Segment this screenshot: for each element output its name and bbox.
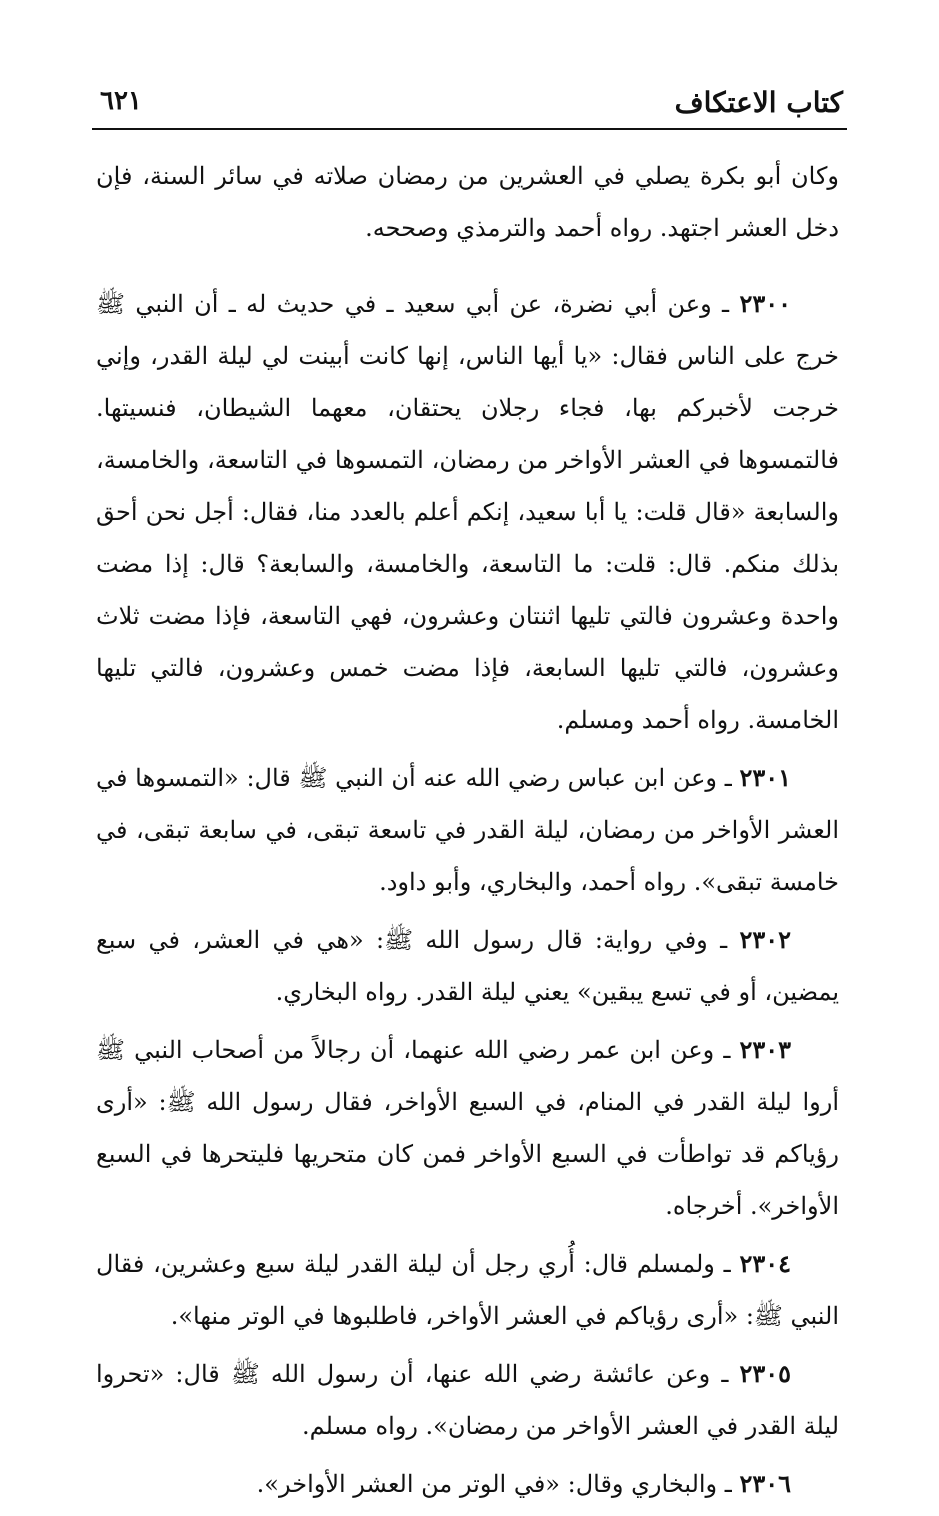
hadith-2301	[96, 752, 839, 908]
hadith-text: ـ وفي رواية: قال رسول الله ﷺ: «هي في العشر، في سبع يمضين، أو في تسع يبقين» يعني ليلة القدر. رواه البخاري.	[96, 926, 839, 1006]
hadith-2302	[96, 914, 839, 1018]
hadith-text: ـ وعن ابن عمر رضي الله عنهما، أن رجالاً من أصحاب النبي ﷺ أروا ليلة القدر في المنام، في السبع الأواخر، فقال رسول الله ﷺ: «أرى رؤياكم قد تواطأت في السبع الأواخر فمن كان متحريها فليتحرها في السبع الأواخر». أخرجاه.	[96, 1036, 839, 1220]
hadith-text: ـ وعن عائشة رضي الله عنها، أن رسول الله ﷺ قال: «تحروا ليلة القدر في العشر الأواخر من رمضان». رواه مسلم.	[96, 1360, 839, 1440]
hadith-2304	[96, 1238, 839, 1342]
hadith-text: ـ وعن ابن عباس رضي الله عنه أن النبي ﷺ قال: «التمسوها في العشر الأواخر من رمضان، ليلة القدر في تاسعة تبقى، في سابعة تبقى، في خامسة تبقى». رواه أحمد، والبخاري، وأبو داود.	[96, 764, 839, 896]
paragraph-text: وكان أبو بكرة يصلي في العشرين من رمضان صلاته في سائر السنة، فإن دخل العشر اجتهد. رواه أحمد والترمذي وصححه.	[96, 162, 839, 242]
hadith-number: ٢٣٠٦	[739, 1469, 791, 1498]
page-body	[96, 150, 839, 1516]
hadith-2300	[96, 278, 839, 746]
hadith-text: ـ وعن أبي نضرة، عن أبي سعيد ـ في حديث له ـ أن النبي ﷺ خرج على الناس فقال: «يا أيها الناس، إنها كانت أبينت لي ليلة القدر، وإني خرجت لأخبركم بها، فجاء رجلان يحتقان، معهما الشيطان، فنسيتها. فالتمسوها في العشر الأواخر من رمضان، التمسوها في التاسعة، والخامسة، والسابعة «قال قلت: يا أبا سعيد، إنكم أعلم بالعدد منا، فقال: أجل نحن أحق بذلك منكم. قال: قلت: ما التاسعة، والخامسة، والسابعة؟ قال: إذا مضت واحدة وعشرون فالتي تليها اثنتان وعشرون، فهي التاسعة، فإذا مضت ثلاث وعشرون، فالتي تليها السابعة، فإذا مضت خمس وعشرون، فالتي تليها الخامسة. رواه أحمد ومسلم.	[96, 290, 839, 734]
page-header	[92, 82, 847, 130]
hadith-number: ٢٣٠٠	[739, 289, 792, 318]
hadith-text: ـ والبخاري وقال: «في الوتر من العشر الأواخر».	[256, 1470, 740, 1498]
paragraph-continuation	[96, 150, 839, 254]
hadith-number: ٢٣٠٣	[739, 1035, 791, 1064]
hadith-2306	[96, 1458, 839, 1510]
hadith-text: ـ ولمسلم قال: أُري رجل أن ليلة القدر ليلة سبع وعشرين، فقال النبي ﷺ: «أرى رؤياكم في العشر الأواخر، فاطلبوها في الوتر منها».	[96, 1250, 839, 1330]
page-number: ٦٢١	[100, 86, 142, 116]
hadith-number: ٢٣٠١	[739, 763, 792, 792]
header-rule	[92, 128, 847, 130]
hadith-2303	[96, 1024, 839, 1232]
hadith-number: ٢٣٠٢	[739, 925, 791, 954]
chapter-title: كتاب الاعتكاف	[674, 86, 843, 119]
hadith-number: ٢٣٠٥	[739, 1359, 791, 1388]
hadith-number: ٢٣٠٤	[739, 1249, 791, 1278]
hadith-2305	[96, 1348, 839, 1452]
